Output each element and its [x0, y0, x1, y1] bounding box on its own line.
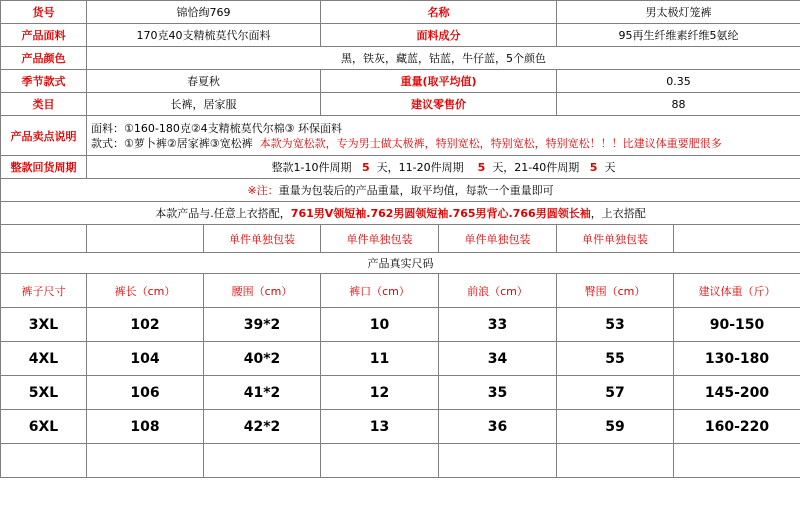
pack-empty-3	[674, 225, 800, 253]
note-text: 重量为包装后的产品重量，取平均值，每款一个重量即可	[278, 184, 554, 197]
composition-label: 面料成分	[321, 24, 557, 47]
size-cell: 39*2	[204, 308, 321, 342]
size-header: 建议体重（斤）	[674, 274, 800, 308]
note-marker: ※注：	[247, 184, 279, 197]
empty-cell	[87, 444, 204, 478]
size-cell: 106	[87, 376, 204, 410]
empty-cell	[204, 444, 321, 478]
matching-cell	[1, 202, 800, 225]
color-label: 产品颜色	[1, 47, 87, 70]
row-note	[1, 179, 800, 202]
empty-cell	[439, 444, 557, 478]
pack-label: 单件单独包装	[557, 225, 674, 253]
size-cell: 36	[439, 410, 557, 444]
cycle-c-days: 5	[589, 161, 598, 174]
size-cell: 104	[87, 342, 204, 376]
cycle-cell	[87, 156, 800, 179]
pack-label: 单件单独包装	[439, 225, 557, 253]
item-no-value: 锦恰绚769	[87, 1, 321, 24]
row-packaging	[1, 225, 800, 253]
weight-value: 0.35	[557, 70, 800, 93]
composition-value: 95再生纤维素纤维5氨纶	[557, 24, 800, 47]
fabric-value: 170克40支精梳莫代尔面料	[87, 24, 321, 47]
size-cell: 53	[557, 308, 674, 342]
size-cell: 33	[439, 308, 557, 342]
features-style-line	[91, 136, 798, 151]
row-category	[1, 93, 800, 116]
size-cell: 3XL	[1, 308, 87, 342]
size-cell: 12	[321, 376, 439, 410]
note-cell	[1, 179, 800, 202]
size-cell: 57	[557, 376, 674, 410]
size-cell: 11	[321, 342, 439, 376]
size-header: 腰围（cm）	[204, 274, 321, 308]
size-cell: 108	[87, 410, 204, 444]
price-value: 88	[557, 93, 800, 116]
item-no-label: 货号	[1, 1, 87, 24]
features-warning-text: 本款为宽松款，专为男士做太极裤，特别宽松，特别宽松，特别宽松！！！比建议体重要肥很多	[259, 136, 722, 150]
empty-cell	[674, 444, 800, 478]
season-value: 春夏秋	[87, 70, 321, 93]
category-label: 类目	[1, 93, 87, 116]
cycle-unit-text: 天	[604, 161, 616, 174]
features-fabric-line: 面料：①160-180克②4支精梳莫代尔棉③ 环保面料	[91, 121, 343, 135]
fabric-label: 产品面料	[1, 24, 87, 47]
empty-cell	[1, 444, 87, 478]
cycle-a-text: 整款1-10件周期	[271, 161, 352, 174]
size-row-empty	[1, 444, 800, 478]
size-cell: 41*2	[204, 376, 321, 410]
row-season	[1, 70, 800, 93]
matching-suffix: ，上衣搭配	[590, 207, 646, 220]
size-cell: 90-150	[674, 308, 800, 342]
size-header: 裤口（cm）	[321, 274, 439, 308]
matching-products: 761男V领短袖.762男圆领短袖.765男背心.766男圆领长袖	[290, 207, 591, 220]
weight-label: 重量(取平均值)	[321, 70, 557, 93]
pack-empty-2	[87, 225, 204, 253]
row-size-title	[1, 253, 800, 274]
size-row	[1, 410, 800, 444]
size-cell: 55	[557, 342, 674, 376]
size-row	[1, 376, 800, 410]
features-style-text: 款式：①萝卜裤②居家裤③宽松裤	[91, 136, 253, 150]
empty-cell	[557, 444, 674, 478]
cycle-b-days: 5	[477, 161, 486, 174]
pack-label: 单件单独包装	[204, 225, 321, 253]
size-cell: 5XL	[1, 376, 87, 410]
cycle-label: 整款回货周期	[1, 156, 87, 179]
row-cycle	[1, 156, 800, 179]
size-header: 裤子尺寸	[1, 274, 87, 308]
size-cell: 102	[87, 308, 204, 342]
cycle-b-text: 天，11-20件周期	[376, 161, 464, 174]
row-features	[1, 116, 800, 156]
size-cell: 4XL	[1, 342, 87, 376]
row-fabric	[1, 24, 800, 47]
size-cell: 145-200	[674, 376, 800, 410]
cycle-a-days: 5	[362, 161, 370, 174]
size-header: 裤长（cm）	[87, 274, 204, 308]
size-cell: 160-220	[674, 410, 800, 444]
size-cell: 10	[321, 308, 439, 342]
size-cell: 42*2	[204, 410, 321, 444]
features-cell	[87, 116, 800, 156]
row-item-no	[1, 1, 800, 24]
features-label: 产品卖点说明	[1, 116, 87, 156]
size-cell: 130-180	[674, 342, 800, 376]
size-header: 臀围（cm）	[557, 274, 674, 308]
season-label: 季节款式	[1, 70, 87, 93]
cycle-c-text: 天，21-40件周期	[492, 161, 580, 174]
size-table-title: 产品真实尺码	[1, 253, 800, 274]
pack-empty-1	[1, 225, 87, 253]
size-cell: 34	[439, 342, 557, 376]
size-cell: 6XL	[1, 410, 87, 444]
empty-cell	[321, 444, 439, 478]
size-cell: 13	[321, 410, 439, 444]
size-header: 前浪（cm）	[439, 274, 557, 308]
name-value: 男太极灯笼裤	[557, 1, 800, 24]
row-matching	[1, 202, 800, 225]
color-value: 黑，铁灰，藏蓝，钴蓝，牛仔蓝，5个颜色	[87, 47, 800, 70]
size-cell: 59	[557, 410, 674, 444]
matching-prefix: 本款产品与.任意上衣搭配，	[155, 207, 291, 220]
size-header-row	[1, 274, 800, 308]
size-cell: 35	[439, 376, 557, 410]
pack-label: 单件单独包装	[321, 225, 439, 253]
price-label: 建议零售价	[321, 93, 557, 116]
category-value: 长裤，居家服	[87, 93, 321, 116]
size-cell: 40*2	[204, 342, 321, 376]
row-colors	[1, 47, 800, 70]
name-label: 名称	[321, 1, 557, 24]
size-row	[1, 308, 800, 342]
size-row	[1, 342, 800, 376]
